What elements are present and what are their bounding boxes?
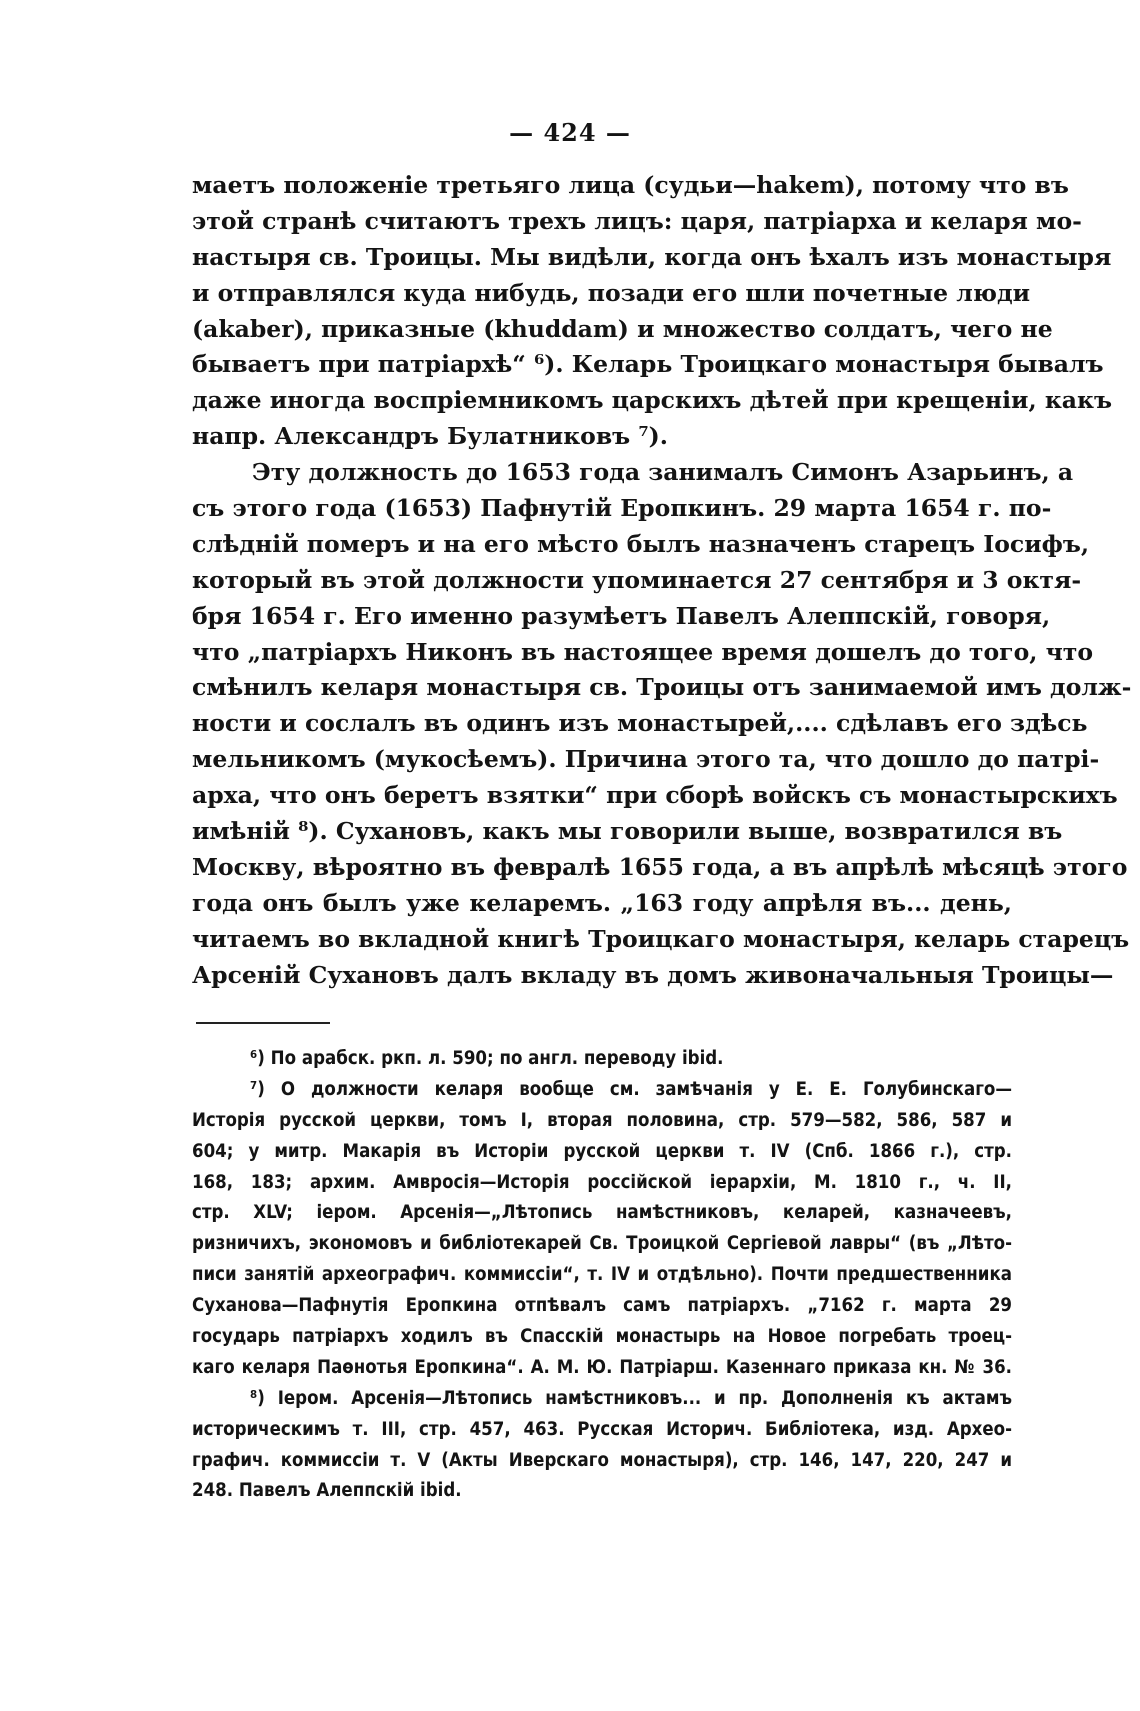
footnote-line: ризничихъ, экономовъ и библіотекарей Св. Троицкой Сергіевой лавры“ (въ „Лѣто-: [192, 1233, 1012, 1255]
text-line: имѣній ⁸). Сухановъ, какъ мы говорили выше, возвратился въ: [192, 817, 1063, 846]
footnote-line: каго келаря Паөнотья Еропкина“. А. М. Ю. Патріарш. Казеннаго приказа кн. № 36.: [192, 1356, 1012, 1378]
text-line: Москву, вѣроятно въ февралѣ 1655 года, а въ апрѣлѣ мѣсяцѣ этого: [192, 852, 1128, 881]
footnote-line: государь патріархъ ходилъ въ Спасскій монастырь на Новое погребать троец-: [192, 1326, 1012, 1348]
text-line: настыря св. Троицы. Мы видѣли, когда онъ ѣхалъ изъ монастыря: [192, 242, 1112, 271]
text-line: мельникомъ (мукосѣемъ). Причина этого та, что дошло до патрі-: [192, 745, 1100, 774]
text-line: маетъ положеніе третьяго лица (судьи—hakem), потому что въ: [192, 171, 1069, 199]
text-line: бря 1654 г. Его именно разумѣетъ Павелъ Алеппскій, говоря,: [192, 601, 1051, 630]
footnotes: [192, 1044, 1012, 1507]
footnote-line: графич. коммиссіи т. V (Акты Иверскаго монастыря), стр. 146, 147, 220, 247 и: [192, 1449, 1012, 1471]
text-line: ности и сослалъ въ одинъ изъ монастырей,.... сдѣлавъ его здѣсь: [192, 709, 1088, 738]
text-line: и отправлялся куда нибудь, позади его шли почетные люди: [192, 278, 1031, 307]
text-line: даже иногда воспріемникомъ царскихъ дѣтей при крещеніи, какъ: [192, 386, 1113, 415]
footnote-line: ⁸) Іером. Арсенія—Лѣтопись намѣстниковъ... и пр. Дополненія къ актамъ: [250, 1387, 1012, 1409]
footnote-line: историческимъ т. III, стр. 457, 463. Русская Историч. Библіотека, изд. Архео-: [192, 1418, 1012, 1440]
footnote-line: 604; у митр. Макарія въ Исторіи русской церкви т. IV (Спб. 1866 г.), стр.: [192, 1140, 1012, 1162]
text-line: бываетъ при патріархѣ“ ⁶). Келарь Троицкаго монастыря бывалъ: [192, 350, 1104, 379]
footnote-line: Исторія русской церкви, томъ I, вторая половина, стр. 579—582, 586, 587 и: [192, 1109, 1012, 1131]
footnote-line: писи занятій археографич. коммиссіи“, т. IV и отдѣльно). Почти предшественника: [192, 1264, 1012, 1286]
page-number: — 424 —: [509, 118, 631, 147]
text-line: читаемъ во вкладной книгѣ Троицкаго монастыря, келарь старецъ: [192, 924, 1130, 953]
text-line: этой странѣ считаютъ трехъ лицъ: царя, патріарха и келаря мо-: [192, 206, 1082, 235]
text-line: смѣнилъ келаря монастыря св. Троицы отъ занимаемой имъ долж-: [192, 673, 1132, 702]
text-line: напр. Александръ Булатниковъ ⁷).: [192, 422, 668, 451]
main-text: [192, 168, 1132, 993]
footnote-line: ⁶) По арабск. ркп. л. 590; по англ. переводу ibid.: [250, 1048, 724, 1069]
text-line: который въ этой должности упоминается 27 сентября и 3 октя-: [192, 565, 1082, 594]
text-line: (akaber), приказные (khuddam) и множество солдатъ, чего не: [192, 314, 1053, 343]
footnote-line: Суханова—Пафнутія Еропкина отпѣвалъ самъ патріархъ. „7162 г. марта 29: [192, 1295, 1012, 1317]
footnote-divider: [196, 1022, 330, 1024]
footnote-line: 168, 183; архим. Амвросія—Исторія россійской іерархіи, М. 1810 г., ч. II,: [192, 1171, 1012, 1193]
text-line: года онъ былъ уже келаремъ. „163 году апрѣля въ... день,: [192, 888, 1012, 917]
text-line: Эту должность до 1653 года занималъ Симонъ Азарьинъ, а: [252, 458, 1074, 487]
footnote-line: 248. Павелъ Алеппскій ibid.: [192, 1480, 462, 1502]
text-line: слѣдній померъ и на его мѣсто былъ назначенъ старецъ Іосифъ,: [192, 529, 1090, 558]
text-line: что „патріархъ Никонъ въ настоящее время дошелъ до того, что: [192, 637, 1094, 666]
text-line: арха, что онъ беретъ взятки“ при сборѣ войскъ съ монастырскихъ: [192, 781, 1118, 810]
footnote-line: ⁷) О должности келаря вообще см. замѣчанія у Е. Е. Голубинскаго—: [250, 1078, 1012, 1100]
text-line: Арсеній Сухановъ далъ вкладу въ домъ живоначальныя Троицы—: [192, 960, 1114, 989]
footnote-line: стр. XLV; іером. Арсенія—„Лѣтопись намѣстниковъ, келарей, казначеевъ,: [192, 1202, 1012, 1224]
text-line: съ этого года (1653) Пафнутій Еропкинъ. 29 марта 1654 г. по-: [192, 494, 1052, 523]
